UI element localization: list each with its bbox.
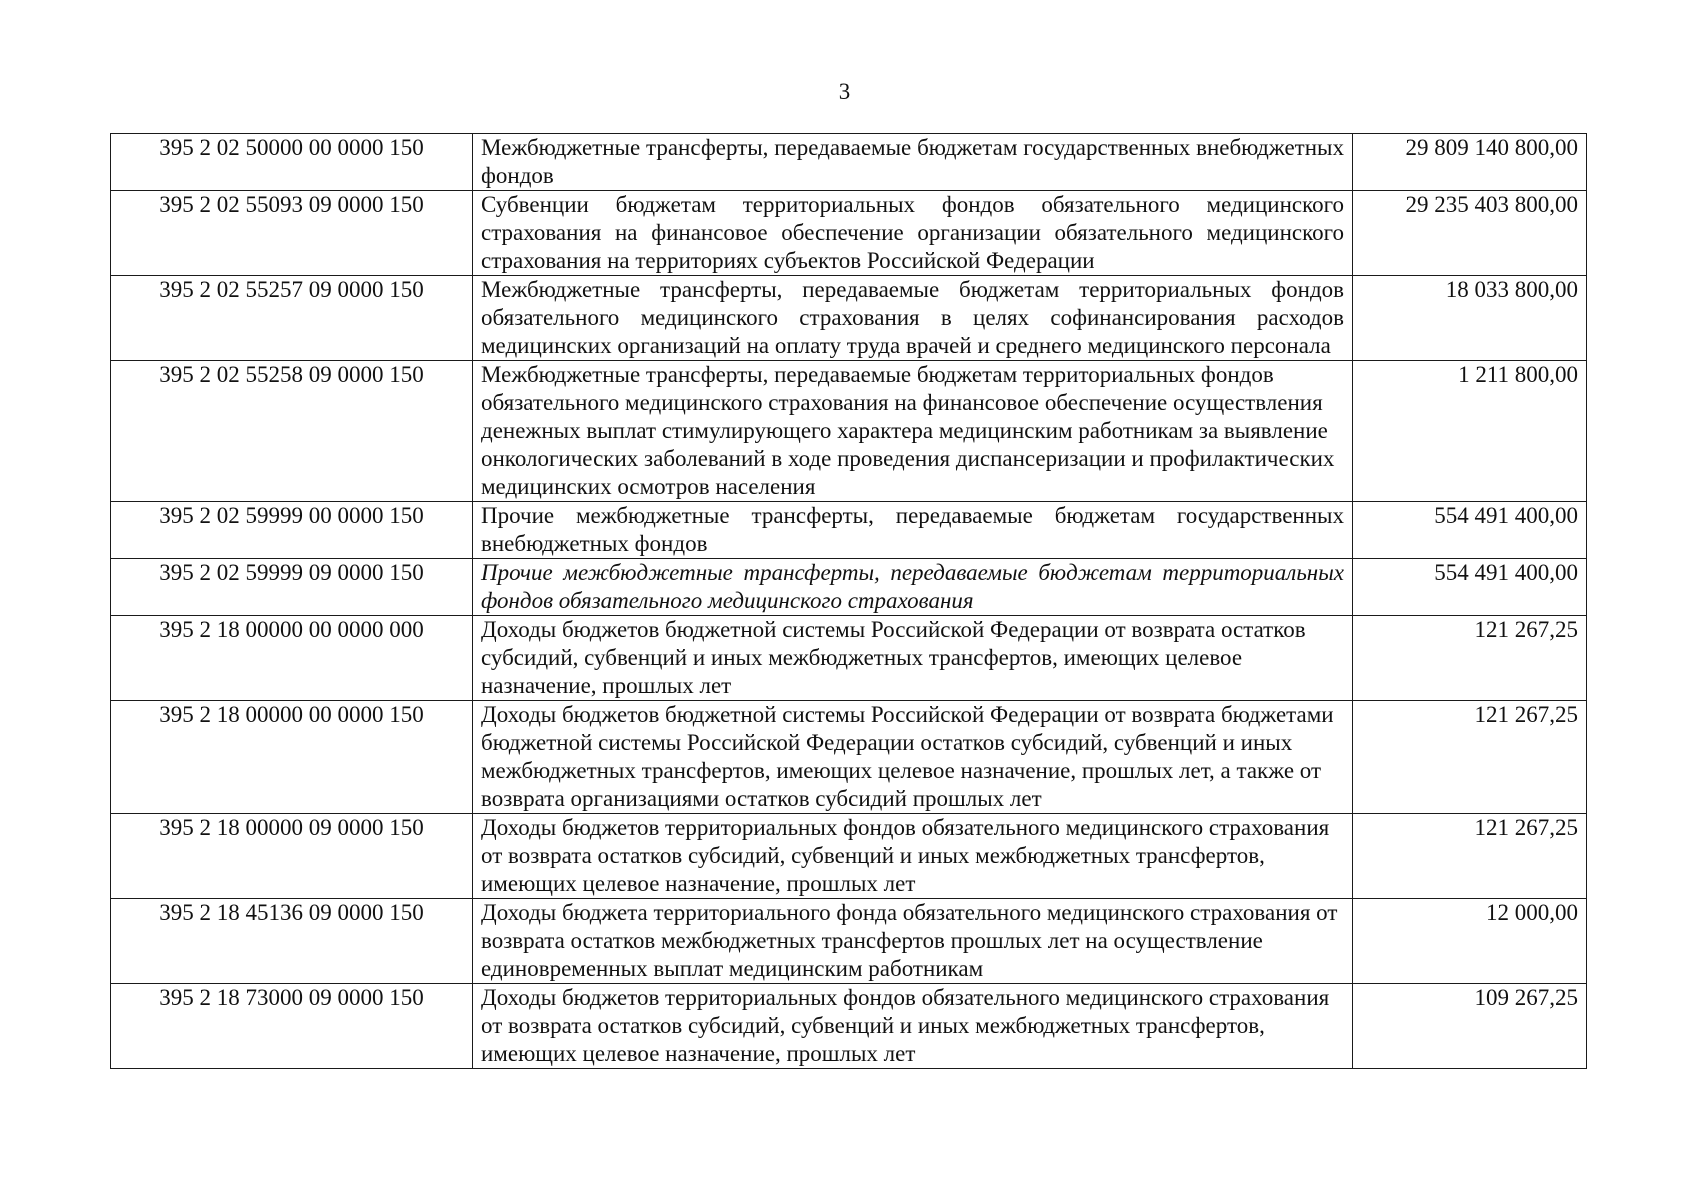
amount-cell: 18 033 800,00 — [1353, 276, 1587, 361]
budget-code-cell: 395 2 02 55257 09 0000 150 — [111, 276, 473, 361]
table-row — [111, 134, 1587, 191]
table-row — [111, 191, 1587, 276]
table-body — [111, 134, 1587, 1069]
description-cell: Межбюджетные трансферты, передаваемые бюджетам государственных внебюджетных фондов — [473, 134, 1353, 191]
amount-cell: 554 491 400,00 — [1353, 502, 1587, 559]
description-cell: Доходы бюджетов бюджетной системы Российской Федерации от возврата бюджетами бюджетной системы Российской Федерации остатков субсидий, субвенций и иных межбюджетных трансфертов, имеющих целевое назначение, прошлых лет, а также от возврата организациями остатков субсидий прошлых лет — [473, 701, 1353, 814]
amount-cell: 29 809 140 800,00 — [1353, 134, 1587, 191]
amount-cell: 29 235 403 800,00 — [1353, 191, 1587, 276]
table-row — [111, 276, 1587, 361]
table-row — [111, 984, 1587, 1069]
description-cell: Межбюджетные трансферты, передаваемые бюджетам территориальных фондов обязательного медицинского страхования на финансовое обеспечение осуществления денежных выплат стимулирующего характера медицинским работникам за выявление онкологических заболеваний в ходе проведения диспансеризации и профилактических медицинских осмотров населения — [473, 361, 1353, 502]
amount-cell: 109 267,25 — [1353, 984, 1587, 1069]
table-row — [111, 361, 1587, 502]
budget-code-cell: 395 2 02 55258 09 0000 150 — [111, 361, 473, 502]
budget-code-cell: 395 2 02 59999 00 0000 150 — [111, 502, 473, 559]
table-row — [111, 502, 1587, 559]
table-row — [111, 814, 1587, 899]
amount-cell: 121 267,25 — [1353, 814, 1587, 899]
page-number: 3 — [838, 79, 851, 104]
description-cell: Прочие межбюджетные трансферты, передаваемые бюджетам территориальных фондов обязательного медицинского страхования — [473, 559, 1353, 616]
budget-code-cell: 395 2 18 45136 09 0000 150 — [111, 899, 473, 984]
description-cell: Субвенции бюджетам территориальных фондов обязательного медицинского страхования на финансовое обеспечение организации обязательного медицинского страхования на территориях субъектов Российской Федерации — [473, 191, 1353, 276]
description-cell: Межбюджетные трансферты, передаваемые бюджетам территориальных фондов обязательного медицинского страхования в целях софинансирования расходов медицинских организаций на оплату труда врачей и среднего медицинского персонала — [473, 276, 1353, 361]
budget-code-cell: 395 2 18 00000 00 0000 000 — [111, 616, 473, 701]
budget-code-cell: 395 2 02 59999 09 0000 150 — [111, 559, 473, 616]
description-cell: Прочие межбюджетные трансферты, передаваемые бюджетам государственных внебюджетных фондов — [473, 502, 1353, 559]
description-cell: Доходы бюджетов бюджетной системы Российской Федерации от возврата остатков субсидий, субвенций и иных межбюджетных трансфертов, имеющих целевое назначение, прошлых лет — [473, 616, 1353, 701]
budget-revenue-table — [110, 133, 1587, 1069]
amount-cell: 1 211 800,00 — [1353, 361, 1587, 502]
table-row — [111, 701, 1587, 814]
amount-cell: 121 267,25 — [1353, 701, 1587, 814]
table-row — [111, 559, 1587, 616]
amount-cell: 12 000,00 — [1353, 899, 1587, 984]
budget-code-cell: 395 2 18 73000 09 0000 150 — [111, 984, 473, 1069]
budget-code-cell: 395 2 18 00000 00 0000 150 — [111, 701, 473, 814]
table-row — [111, 899, 1587, 984]
amount-cell: 121 267,25 — [1353, 616, 1587, 701]
description-cell: Доходы бюджета территориального фонда обязательного медицинского страхования от возврата остатков межбюджетных трансфертов прошлых лет на осуществление единовременных выплат медицинским работникам — [473, 899, 1353, 984]
budget-code-cell: 395 2 02 55093 09 0000 150 — [111, 191, 473, 276]
description-cell: Доходы бюджетов территориальных фондов обязательного медицинского страхования от возврата остатков субсидий, субвенций и иных межбюджетных трансфертов, имеющих целевое назначение, прошлых лет — [473, 984, 1353, 1069]
amount-cell: 554 491 400,00 — [1353, 559, 1587, 616]
budget-code-cell: 395 2 18 00000 09 0000 150 — [111, 814, 473, 899]
budget-code-cell: 395 2 02 50000 00 0000 150 — [111, 134, 473, 191]
description-cell: Доходы бюджетов территориальных фондов обязательного медицинского страхования от возврата остатков субсидий, субвенций и иных межбюджетных трансфертов, имеющих целевое назначение, прошлых лет — [473, 814, 1353, 899]
table-row — [111, 616, 1587, 701]
